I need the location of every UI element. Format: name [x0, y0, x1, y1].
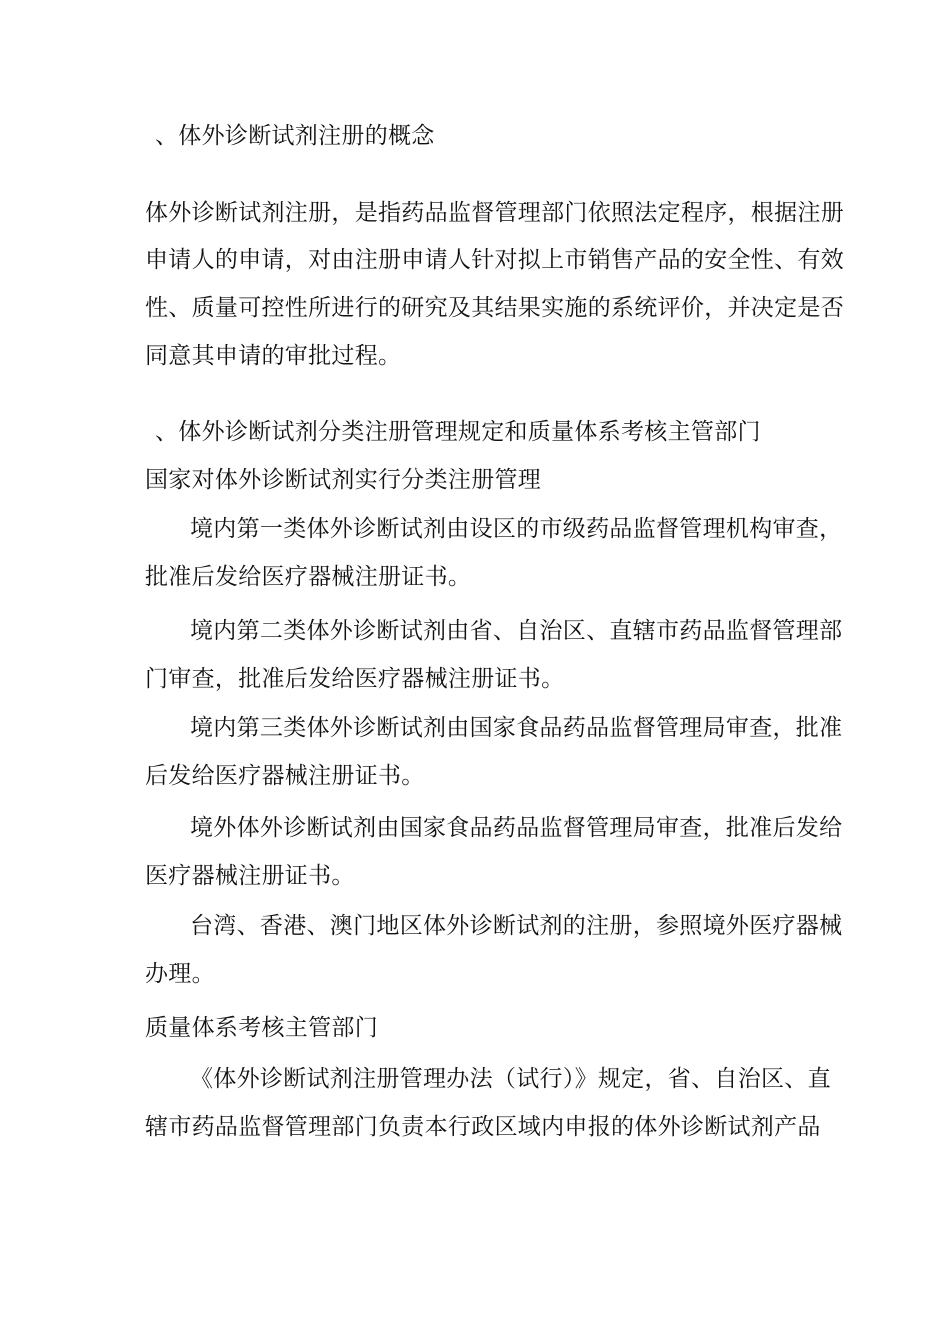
paragraph-line: 批准后发给医疗器械注册证书。 [145, 564, 472, 590]
paragraph-line: 《体外诊断试剂注册管理办法（试行）》规定，省、自治区、直 [190, 1066, 831, 1092]
paragraph-line: 境内第一类体外诊断试剂由设区的市级药品监督管理机构审查， [190, 516, 843, 542]
paragraph-line: 医疗器械注册证书。 [145, 863, 355, 889]
section-1-heading: 、体外诊断试剂注册的概念 [155, 123, 435, 149]
paragraph-line: 台湾、香港、澳门地区体外诊断试剂的注册，参照境外医疗器械 [190, 913, 843, 939]
paragraph-line: 境内第二类体外诊断试剂由省、自治区、直辖市药品监督管理部 [190, 618, 843, 644]
paragraph-line: 后发给医疗器械注册证书。 [145, 763, 425, 789]
subheading-quality-system: 质量体系考核主管部门 [145, 1015, 378, 1041]
paragraph-line: 同意其申请的审批过程。 [145, 343, 402, 369]
paragraph-line: 体外诊断试剂注册，是指药品监督管理部门依照法定程序，根据注册 [145, 200, 844, 226]
paragraph-line: 性、质量可控性所进行的研究及其结果实施的系统评价，并决定是否 [145, 295, 844, 321]
paragraph-line: 辖市药品监督管理部门负责本行政区域内申报的体外诊断试剂产品 [145, 1114, 821, 1140]
subheading-classification: 国家对体外诊断试剂实行分类注册管理 [145, 467, 542, 493]
paragraph-line: 境外体外诊断试剂由国家食品药品监督管理局审查，批准后发给 [190, 815, 843, 841]
paragraph-line: 门审查，批准后发给医疗器械注册证书。 [145, 666, 565, 692]
paragraph-line: 申请人的申请，对由注册申请人针对拟上市销售产品的安全性、有效 [145, 247, 844, 273]
paragraph-line: 办理。 [145, 961, 215, 987]
paragraph-line: 境内第三类体外诊断试剂由国家食品药品监督管理局审查，批准 [190, 715, 843, 741]
section-2-heading: 、体外诊断试剂分类注册管理规定和质量体系考核主管部门 [155, 419, 761, 445]
